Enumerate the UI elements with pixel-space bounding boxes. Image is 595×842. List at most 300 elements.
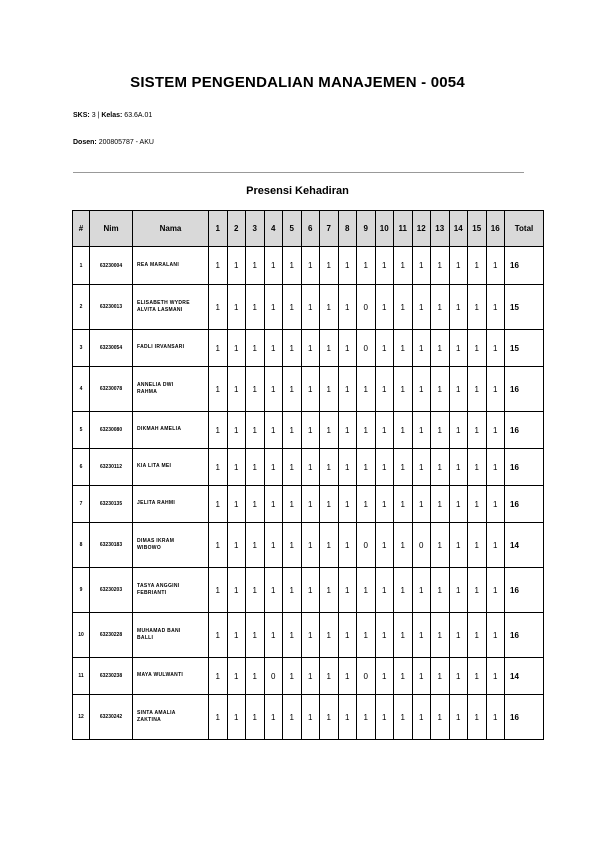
student-nim: 63230078 xyxy=(90,367,133,412)
attendance-cell: 1 xyxy=(394,613,413,658)
attendance-cell: 1 xyxy=(338,523,357,568)
attendance-cell: 1 xyxy=(412,568,431,613)
attendance-cell: 1 xyxy=(338,367,357,412)
table-row xyxy=(73,412,544,449)
attendance-cell: 1 xyxy=(264,486,283,523)
attendance-cell: 1 xyxy=(375,412,394,449)
attendance-cell: 1 xyxy=(375,367,394,412)
attendance-cell: 1 xyxy=(320,613,339,658)
attendance-cell: 1 xyxy=(338,613,357,658)
attendance-cell: 1 xyxy=(264,247,283,285)
attendance-cell: 1 xyxy=(246,412,265,449)
attendance-cell: 1 xyxy=(375,695,394,740)
attendance-cell: 1 xyxy=(394,695,413,740)
attendance-cell: 1 xyxy=(283,658,302,695)
attendance-cell: 1 xyxy=(209,695,228,740)
attendance-cell: 1 xyxy=(338,247,357,285)
row-number: 12 xyxy=(73,695,90,740)
attendance-cell: 1 xyxy=(301,285,320,330)
attendance-cell: 1 xyxy=(283,449,302,486)
attendance-cell: 1 xyxy=(412,695,431,740)
attendance-cell: 1 xyxy=(375,449,394,486)
attendance-total: 16 xyxy=(505,449,544,486)
attendance-cell: 1 xyxy=(431,695,450,740)
attendance-cell: 1 xyxy=(338,330,357,367)
attendance-cell: 1 xyxy=(320,486,339,523)
row-number: 2 xyxy=(73,285,90,330)
attendance-cell: 1 xyxy=(227,449,246,486)
column-header: Total xyxy=(505,211,544,247)
column-header: 11 xyxy=(394,211,413,247)
attendance-cell: 1 xyxy=(486,486,505,523)
attendance-total: 16 xyxy=(505,247,544,285)
attendance-cell: 1 xyxy=(412,367,431,412)
row-number: 11 xyxy=(73,658,90,695)
section-title: Presensi Kehadiran xyxy=(246,185,349,197)
attendance-cell: 1 xyxy=(486,412,505,449)
attendance-cell: 1 xyxy=(320,247,339,285)
column-header: 10 xyxy=(375,211,394,247)
attendance-cell: 1 xyxy=(338,568,357,613)
attendance-cell: 1 xyxy=(209,449,228,486)
attendance-cell: 1 xyxy=(246,658,265,695)
dosen-value: 200805787 - AKU xyxy=(98,139,154,146)
column-header: 8 xyxy=(338,211,357,247)
attendance-cell: 1 xyxy=(449,330,468,367)
row-number: 9 xyxy=(73,568,90,613)
attendance-cell: 1 xyxy=(431,367,450,412)
column-header: 13 xyxy=(431,211,450,247)
attendance-cell: 1 xyxy=(246,449,265,486)
attendance-cell: 1 xyxy=(283,695,302,740)
row-number: 10 xyxy=(73,613,90,658)
attendance-cell: 1 xyxy=(209,330,228,367)
attendance-cell: 1 xyxy=(209,523,228,568)
attendance-cell: 1 xyxy=(338,658,357,695)
attendance-cell: 1 xyxy=(227,613,246,658)
attendance-cell: 1 xyxy=(338,449,357,486)
student-name-line: BALLI xyxy=(137,635,154,641)
attendance-cell: 1 xyxy=(301,367,320,412)
attendance-cell: 1 xyxy=(264,330,283,367)
attendance-cell: 1 xyxy=(449,658,468,695)
attendance-cell: 1 xyxy=(227,412,246,449)
student-name xyxy=(133,523,209,568)
student-name xyxy=(133,367,209,412)
attendance-cell: 1 xyxy=(338,412,357,449)
attendance-cell: 1 xyxy=(394,367,413,412)
student-name xyxy=(133,449,209,486)
attendance-cell: 0 xyxy=(264,658,283,695)
attendance-cell: 1 xyxy=(486,449,505,486)
attendance-cell: 1 xyxy=(412,330,431,367)
attendance-cell: 1 xyxy=(264,412,283,449)
attendance-cell: 1 xyxy=(468,658,487,695)
attendance-cell: 1 xyxy=(394,486,413,523)
attendance-cell: 1 xyxy=(357,695,376,740)
attendance-cell: 1 xyxy=(320,658,339,695)
student-name-line: WIBOWO xyxy=(137,545,162,551)
student-name-line: REA MARALANI xyxy=(137,261,180,268)
student-name-line: DIKMAH AMELIA xyxy=(137,426,182,433)
student-name xyxy=(133,412,209,449)
info-separator: | xyxy=(97,112,100,119)
table-row xyxy=(73,658,544,695)
attendance-cell: 1 xyxy=(209,412,228,449)
attendance-cell: 1 xyxy=(431,412,450,449)
row-number: 4 xyxy=(73,367,90,412)
attendance-cell: 1 xyxy=(431,568,450,613)
attendance-cell: 1 xyxy=(394,568,413,613)
attendance-cell: 1 xyxy=(468,247,487,285)
column-header: 3 xyxy=(246,211,265,247)
column-header: Nim xyxy=(90,211,133,247)
attendance-cell: 1 xyxy=(375,247,394,285)
student-nim: 63230135 xyxy=(90,486,133,523)
student-nim: 63230183 xyxy=(90,523,133,568)
attendance-total: 16 xyxy=(505,412,544,449)
student-nim: 63230238 xyxy=(90,658,133,695)
attendance-cell: 1 xyxy=(264,449,283,486)
attendance-cell: 0 xyxy=(412,523,431,568)
attendance-cell: 1 xyxy=(468,285,487,330)
table-row xyxy=(73,449,544,486)
attendance-cell: 1 xyxy=(227,486,246,523)
attendance-cell: 1 xyxy=(301,613,320,658)
column-header: 12 xyxy=(412,211,431,247)
attendance-cell: 1 xyxy=(468,449,487,486)
attendance-cell: 1 xyxy=(209,285,228,330)
kelas-label: Kelas: xyxy=(101,112,123,119)
sks-value: 3 xyxy=(91,112,96,119)
attendance-cell: 0 xyxy=(357,285,376,330)
attendance-cell: 1 xyxy=(449,449,468,486)
attendance-cell: 1 xyxy=(431,449,450,486)
attendance-cell: 1 xyxy=(227,523,246,568)
attendance-cell: 1 xyxy=(468,568,487,613)
attendance-cell: 1 xyxy=(412,486,431,523)
attendance-cell: 1 xyxy=(375,568,394,613)
attendance-cell: 1 xyxy=(301,568,320,613)
attendance-cell: 1 xyxy=(301,695,320,740)
student-name-line: MAYA WULWANTI xyxy=(137,672,184,679)
column-header: 4 xyxy=(264,211,283,247)
attendance-cell: 1 xyxy=(486,285,505,330)
attendance-cell: 1 xyxy=(468,367,487,412)
attendance-cell: 1 xyxy=(412,247,431,285)
attendance-cell: 1 xyxy=(394,412,413,449)
attendance-cell: 1 xyxy=(486,330,505,367)
attendance-cell: 1 xyxy=(431,330,450,367)
sks-label: SKS: xyxy=(73,112,90,119)
attendance-cell: 1 xyxy=(246,247,265,285)
attendance-cell: 1 xyxy=(227,695,246,740)
row-number: 3 xyxy=(73,330,90,367)
attendance-cell: 1 xyxy=(449,285,468,330)
attendance-cell: 1 xyxy=(486,568,505,613)
student-name-line: MUHAMAD BANI xyxy=(137,627,181,634)
attendance-total: 16 xyxy=(505,695,544,740)
attendance-cell: 1 xyxy=(412,613,431,658)
attendance-cell: 1 xyxy=(227,568,246,613)
attendance-cell: 1 xyxy=(301,658,320,695)
attendance-cell: 1 xyxy=(375,613,394,658)
attendance-cell: 1 xyxy=(375,285,394,330)
attendance-cell: 1 xyxy=(375,486,394,523)
student-name-line: ALVITA LASMANI xyxy=(137,307,183,313)
attendance-cell: 1 xyxy=(486,695,505,740)
attendance-total: 14 xyxy=(505,658,544,695)
attendance-cell: 1 xyxy=(431,658,450,695)
attendance-cell: 1 xyxy=(246,568,265,613)
attendance-cell: 0 xyxy=(357,658,376,695)
student-name-line: DIMAS IKRAM xyxy=(137,537,175,544)
attendance-cell: 1 xyxy=(283,367,302,412)
attendance-cell: 1 xyxy=(486,523,505,568)
attendance-cell: 1 xyxy=(412,449,431,486)
student-name-line: KIA LITA MEI xyxy=(137,463,172,470)
attendance-cell: 1 xyxy=(283,486,302,523)
table-row xyxy=(73,695,544,740)
attendance-cell: 1 xyxy=(246,523,265,568)
student-name-line: FEBRIANTI xyxy=(137,590,167,596)
attendance-cell: 1 xyxy=(301,449,320,486)
attendance-cell: 1 xyxy=(357,412,376,449)
attendance-cell: 1 xyxy=(338,486,357,523)
lecturer-line xyxy=(73,139,154,146)
column-header: 14 xyxy=(449,211,468,247)
attendance-total: 16 xyxy=(505,486,544,523)
student-name-line: ANNELIA DWI xyxy=(137,381,174,388)
attendance-cell: 1 xyxy=(357,613,376,658)
attendance-table xyxy=(72,210,544,740)
attendance-total: 15 xyxy=(505,285,544,330)
attendance-cell: 1 xyxy=(357,247,376,285)
attendance-cell: 1 xyxy=(394,523,413,568)
attendance-cell: 1 xyxy=(320,285,339,330)
student-name xyxy=(133,285,209,330)
table-row xyxy=(73,330,544,367)
kelas-value: 63.6A.01 xyxy=(124,112,153,119)
attendance-cell: 1 xyxy=(468,330,487,367)
attendance-cell: 1 xyxy=(227,367,246,412)
attendance-cell: 0 xyxy=(357,330,376,367)
attendance-cell: 1 xyxy=(283,523,302,568)
table-row xyxy=(73,523,544,568)
course-title: SISTEM PENGENDALIAN MANAJEMEN - 0054 xyxy=(130,74,465,91)
attendance-total: 14 xyxy=(505,523,544,568)
row-number: 5 xyxy=(73,412,90,449)
attendance-cell: 1 xyxy=(246,695,265,740)
attendance-cell: 1 xyxy=(486,613,505,658)
attendance-cell: 1 xyxy=(431,247,450,285)
student-nim: 63230112 xyxy=(90,449,133,486)
attendance-cell: 1 xyxy=(209,613,228,658)
student-name-line: SINTA AMALIA xyxy=(137,709,176,716)
attendance-cell: 1 xyxy=(320,412,339,449)
table-row xyxy=(73,247,544,285)
table-row xyxy=(73,568,544,613)
attendance-cell: 1 xyxy=(449,247,468,285)
attendance-cell: 0 xyxy=(357,523,376,568)
attendance-cell: 1 xyxy=(320,523,339,568)
attendance-cell: 1 xyxy=(394,658,413,695)
attendance-cell: 1 xyxy=(246,486,265,523)
row-number: 1 xyxy=(73,247,90,285)
attendance-total: 16 xyxy=(505,568,544,613)
attendance-cell: 1 xyxy=(283,613,302,658)
attendance-total: 16 xyxy=(505,367,544,412)
attendance-cell: 1 xyxy=(301,412,320,449)
attendance-cell: 1 xyxy=(227,247,246,285)
attendance-cell: 1 xyxy=(209,486,228,523)
attendance-cell: 1 xyxy=(468,695,487,740)
attendance-cell: 1 xyxy=(246,285,265,330)
column-header: # xyxy=(73,211,90,247)
attendance-cell: 1 xyxy=(486,367,505,412)
attendance-cell: 1 xyxy=(301,486,320,523)
attendance-cell: 1 xyxy=(283,412,302,449)
student-name xyxy=(133,330,209,367)
attendance-cell: 1 xyxy=(246,367,265,412)
attendance-cell: 1 xyxy=(209,367,228,412)
attendance-cell: 1 xyxy=(431,613,450,658)
column-header: 6 xyxy=(301,211,320,247)
student-name-line: JELITA RAHMI xyxy=(137,500,176,507)
attendance-cell: 1 xyxy=(320,568,339,613)
attendance-cell: 1 xyxy=(486,247,505,285)
attendance-cell: 1 xyxy=(338,695,357,740)
attendance-cell: 1 xyxy=(394,449,413,486)
attendance-cell: 1 xyxy=(431,285,450,330)
row-number: 8 xyxy=(73,523,90,568)
table-row xyxy=(73,367,544,412)
attendance-cell: 1 xyxy=(394,247,413,285)
attendance-cell: 1 xyxy=(412,412,431,449)
student-name xyxy=(133,613,209,658)
attendance-cell: 1 xyxy=(209,247,228,285)
attendance-cell: 1 xyxy=(375,658,394,695)
attendance-cell: 1 xyxy=(449,613,468,658)
attendance-cell: 1 xyxy=(449,523,468,568)
attendance-cell: 1 xyxy=(338,285,357,330)
student-nim: 63230203 xyxy=(90,568,133,613)
student-nim: 63230080 xyxy=(90,412,133,449)
attendance-cell: 1 xyxy=(412,658,431,695)
attendance-cell: 1 xyxy=(357,367,376,412)
column-header: Nama xyxy=(133,211,209,247)
attendance-cell: 1 xyxy=(486,658,505,695)
student-name-line: TASYA ANGGINI xyxy=(137,582,180,589)
column-header: 1 xyxy=(209,211,228,247)
row-number: 7 xyxy=(73,486,90,523)
column-header: 7 xyxy=(320,211,339,247)
attendance-cell: 1 xyxy=(301,330,320,367)
attendance-cell: 1 xyxy=(431,486,450,523)
attendance-cell: 1 xyxy=(468,412,487,449)
attendance-cell: 1 xyxy=(209,658,228,695)
attendance-cell: 1 xyxy=(449,412,468,449)
attendance-cell: 1 xyxy=(264,613,283,658)
column-header: 5 xyxy=(283,211,302,247)
attendance-cell: 1 xyxy=(468,523,487,568)
attendance-cell: 1 xyxy=(320,695,339,740)
attendance-cell: 1 xyxy=(468,613,487,658)
column-header: 9 xyxy=(357,211,376,247)
attendance-total: 15 xyxy=(505,330,544,367)
attendance-cell: 1 xyxy=(301,523,320,568)
column-header: 2 xyxy=(227,211,246,247)
table-header-row xyxy=(73,211,544,247)
attendance-cell: 1 xyxy=(264,285,283,330)
attendance-cell: 1 xyxy=(246,330,265,367)
attendance-cell: 1 xyxy=(246,613,265,658)
attendance-cell: 1 xyxy=(320,367,339,412)
attendance-cell: 1 xyxy=(227,285,246,330)
attendance-cell: 1 xyxy=(357,486,376,523)
column-header: 16 xyxy=(486,211,505,247)
student-name xyxy=(133,658,209,695)
table-row xyxy=(73,486,544,523)
attendance-cell: 1 xyxy=(449,486,468,523)
table-body xyxy=(73,247,544,740)
attendance-cell: 1 xyxy=(209,568,228,613)
student-name-line: FADLI IRVANSARI xyxy=(137,344,185,351)
attendance-cell: 1 xyxy=(283,568,302,613)
header-divider xyxy=(73,172,524,173)
student-nim: 63230054 xyxy=(90,330,133,367)
attendance-cell: 1 xyxy=(227,658,246,695)
table-row xyxy=(73,613,544,658)
student-name xyxy=(133,568,209,613)
student-name xyxy=(133,247,209,285)
student-name-line: RAHMA xyxy=(137,389,158,395)
attendance-cell: 1 xyxy=(412,285,431,330)
attendance-cell: 1 xyxy=(375,523,394,568)
attendance-cell: 1 xyxy=(283,285,302,330)
row-number: 6 xyxy=(73,449,90,486)
attendance-cell: 1 xyxy=(468,486,487,523)
course-info-line xyxy=(73,112,152,119)
attendance-cell: 1 xyxy=(264,695,283,740)
attendance-cell: 1 xyxy=(283,330,302,367)
attendance-cell: 1 xyxy=(320,330,339,367)
attendance-cell: 1 xyxy=(264,523,283,568)
student-nim: 63230228 xyxy=(90,613,133,658)
attendance-cell: 1 xyxy=(357,449,376,486)
attendance-cell: 1 xyxy=(449,695,468,740)
column-header: 15 xyxy=(468,211,487,247)
attendance-cell: 1 xyxy=(449,367,468,412)
attendance-cell: 1 xyxy=(449,568,468,613)
student-name-line: ELISABETH WYDRE xyxy=(137,299,190,306)
attendance-cell: 1 xyxy=(301,247,320,285)
attendance-cell: 1 xyxy=(431,523,450,568)
attendance-cell: 1 xyxy=(320,449,339,486)
attendance-cell: 1 xyxy=(264,568,283,613)
student-name xyxy=(133,695,209,740)
student-name xyxy=(133,486,209,523)
student-nim: 63230004 xyxy=(90,247,133,285)
attendance-cell: 1 xyxy=(264,367,283,412)
attendance-cell: 1 xyxy=(283,247,302,285)
dosen-label: Dosen: xyxy=(73,139,97,146)
attendance-total: 16 xyxy=(505,613,544,658)
table-row xyxy=(73,285,544,330)
student-name-line: ZAKTINA xyxy=(137,717,162,723)
attendance-cell: 1 xyxy=(357,568,376,613)
student-nim: 63230013 xyxy=(90,285,133,330)
